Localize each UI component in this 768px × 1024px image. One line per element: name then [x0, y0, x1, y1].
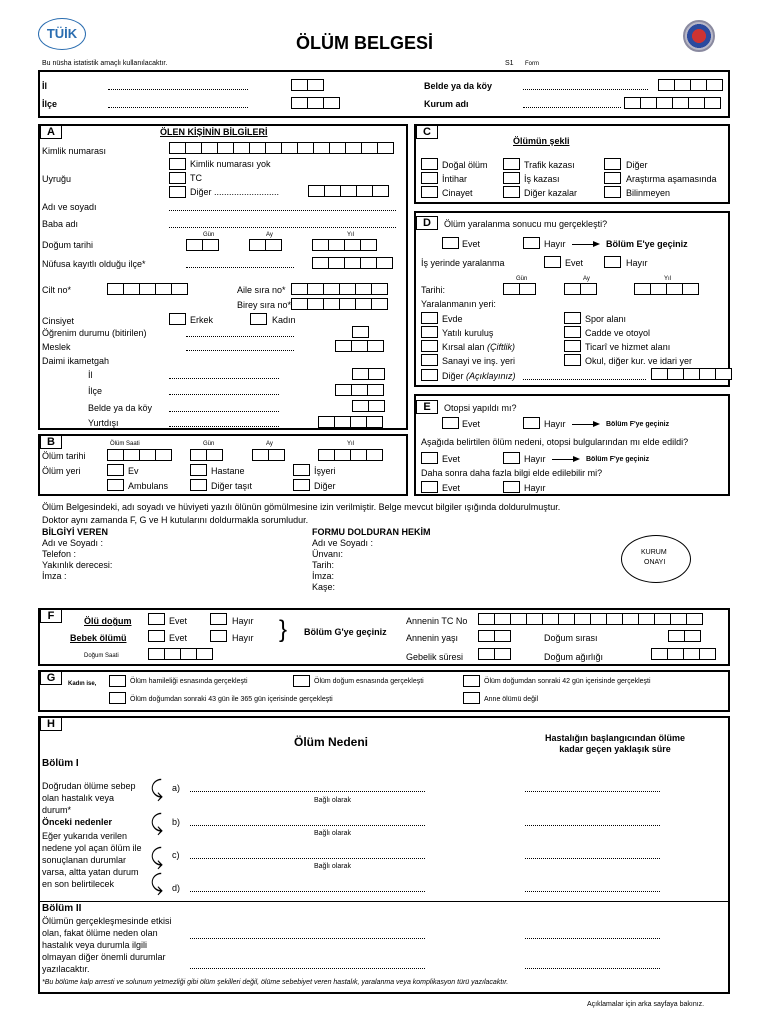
f2-hayir-label: Hayır	[232, 633, 254, 643]
evde-label: Evde	[442, 314, 463, 324]
ogrenim-code[interactable]	[352, 326, 369, 338]
bv-ad: Adı ve Soyadı :	[42, 538, 104, 548]
g2-checkbox[interactable]	[293, 675, 310, 687]
olum-gun-hdr: Gün	[203, 441, 215, 447]
baba-label: Baba adı	[42, 219, 79, 229]
yurtdisi-label: Yurtdışı	[88, 418, 119, 428]
cause-b-field[interactable]	[190, 825, 425, 826]
olum-tarihi-label: Ölüm tarihi	[42, 451, 86, 461]
section-h-letter: H	[40, 717, 62, 731]
bv-yakin: Yakınlık derecesi:	[42, 560, 113, 570]
section-a-title: ÖLEN KİŞİNİN BİLGİLERİ	[160, 127, 268, 137]
onceki-desc-5: en son belirtilecek	[42, 879, 115, 889]
olum-yil-grid[interactable]	[318, 449, 382, 461]
e-q3: Daha sonra daha fazla bilgi elde edilebilir mi?	[421, 468, 603, 478]
section-a-letter: A	[40, 125, 62, 139]
cause-b-label: b)	[172, 817, 181, 827]
onayi-text: ONAYI	[644, 559, 666, 566]
intihar-label: İntihar	[442, 174, 468, 184]
d-is-hayir-checkbox[interactable]	[604, 256, 621, 268]
birey-label: Birey sıra no*	[237, 300, 292, 310]
kimlik-yok-checkbox[interactable]	[169, 158, 186, 170]
b2-desc-1: Ölümün gerçekleşmesinde etkisi	[42, 916, 172, 926]
curved-arrow-icon: ⤹	[150, 810, 164, 835]
e1-hayir-checkbox[interactable]	[523, 417, 540, 429]
approval-text-2: Doktor aynı zamanda F, G ve H kutularını doldurmakla sorumludur.	[42, 515, 309, 525]
kimlik-grid[interactable]	[169, 142, 393, 154]
fh-imza: İmza:	[312, 571, 335, 581]
e2-evet-checkbox[interactable]	[421, 452, 438, 464]
g4-checkbox[interactable]	[109, 692, 126, 704]
bolum-1-title: Bölüm I	[42, 758, 79, 769]
cadde-label: Cadde ve otoyol	[585, 328, 651, 338]
e3-evet-label: Evet	[442, 483, 461, 493]
kimlik-yok-label: Kimlik numarası yok	[190, 159, 271, 169]
trafik-label: Trafik kazası	[524, 160, 575, 170]
diger-tasit-checkbox[interactable]	[190, 479, 207, 491]
aile-label: Aile sıra no*	[237, 285, 286, 295]
g5-label: Anne ölümü değil	[484, 696, 539, 703]
is-kazasi-label: İş kazası	[524, 174, 560, 184]
fh-ad: Adı ve Soyadı :	[312, 538, 374, 548]
gebelik-grid[interactable]	[478, 648, 510, 660]
kirsal-checkbox[interactable]	[421, 340, 438, 352]
olum-ay-grid[interactable]	[252, 449, 284, 461]
f1-evet-label: Evet	[169, 616, 188, 626]
isyeri-checkbox[interactable]	[293, 464, 310, 476]
d-hayir-checkbox[interactable]	[523, 237, 540, 249]
dogum-ay[interactable]	[249, 239, 281, 251]
b2-field-1[interactable]	[190, 938, 425, 939]
section-c-title: Ölümün şekli	[513, 136, 570, 146]
ev-label: Ev	[128, 466, 139, 476]
ogrenim-label: Öğrenim durumu (bitirilen)	[42, 328, 147, 338]
g2-label: Ölüm doğum esnasında gerçekleşti	[314, 678, 424, 685]
bagli-1: Bağlı olarak	[314, 797, 351, 804]
d-yil-grid[interactable]	[634, 283, 698, 295]
e3-hayir-label: Hayır	[524, 483, 546, 493]
cinayet-checkbox[interactable]	[421, 186, 438, 198]
uyruk-diger-label: Diğer ..........................	[190, 187, 280, 197]
spor-checkbox[interactable]	[564, 312, 581, 324]
dogal-checkbox[interactable]	[421, 158, 438, 170]
dogum-sirasi-label: Doğum sırası	[544, 633, 598, 643]
anne-tc-label: Annenin TC No	[406, 616, 468, 626]
olum-nedeni-title: Ölüm Nedeni	[294, 735, 369, 749]
kimlik-label: Kimlik numarası	[42, 146, 107, 156]
g3-checkbox[interactable]	[463, 675, 480, 687]
olum-yil-hdr: Yıl	[347, 441, 355, 447]
curved-arrow-icon: ⤹	[150, 776, 164, 801]
sure-header-1: Hastalığın başlangıcından ölüme	[544, 733, 686, 743]
sure-header-2: kadar geçen yaklaşık süre	[559, 744, 671, 754]
cause-a-field[interactable]	[190, 791, 425, 792]
section-e-letter: E	[416, 400, 438, 414]
section-d-letter: D	[416, 216, 438, 230]
dogum-agirligi-grid[interactable]	[651, 648, 715, 660]
d-evet-label: Evet	[462, 239, 481, 249]
f-goto: Bölüm G'ye geçiniz	[304, 627, 387, 637]
dogum-gun-hdr: Gün	[203, 232, 215, 238]
e3-evet-checkbox[interactable]	[421, 481, 438, 493]
h-divider	[40, 901, 728, 902]
d-evet-checkbox[interactable]	[442, 237, 459, 249]
g4-label: Ölüm doğumdan sonraki 43 gün ile 365 gün içerisinde gerçekleşti	[130, 696, 333, 703]
e2-hayir-label: Hayır	[524, 454, 546, 464]
dogrudan-2: olan hastalık veya	[42, 793, 115, 803]
olum-saati-hdr: Ölüm Saati	[110, 441, 140, 447]
ikamet-ilce-code[interactable]	[335, 384, 383, 396]
f1-hayir-label: Hayır	[232, 616, 254, 626]
belde-code[interactable]	[658, 79, 722, 91]
form-code: S1	[505, 60, 514, 67]
d-diger-code[interactable]	[651, 368, 731, 380]
onceki-desc-4: varsa, altta yatan durum	[42, 867, 139, 877]
d-ay-grid[interactable]	[564, 283, 596, 295]
olum-yeri-diger-checkbox[interactable]	[293, 479, 310, 491]
d-is-evet-label: Evet	[565, 258, 584, 268]
evde-checkbox[interactable]	[421, 312, 438, 324]
isyeri-label: İşyeri	[314, 466, 336, 476]
c-diger-label: Diğer	[626, 160, 648, 170]
okul-checkbox[interactable]	[564, 354, 581, 366]
f1-hayir-checkbox[interactable]	[210, 613, 227, 625]
sanayi-checkbox[interactable]	[421, 354, 438, 366]
okul-label: Okul, diğer kur. ve idari yer	[585, 356, 693, 366]
e2-hayir-checkbox[interactable]	[503, 452, 520, 464]
d-yil-hdr: Yıl	[664, 276, 672, 282]
ikamet-label: Daimi ikametgah	[42, 356, 110, 366]
page-title: ÖLÜM BELGESİ	[296, 33, 434, 53]
dogal-label: Doğal ölüm	[442, 160, 488, 170]
d-goto: Bölüm E'ye geçiniz	[606, 239, 688, 249]
e2-evet-label: Evet	[442, 454, 461, 464]
cause-c-label: c)	[172, 850, 180, 860]
b2-desc-2: olan, fakat ölüme neden olan	[42, 928, 158, 938]
dogum-label: Doğum tarihi	[42, 240, 94, 250]
yatili-label: Yatılı kuruluş	[442, 328, 494, 338]
nufus-label: Nüfusa kayıtlı olduğu ilçe*	[42, 259, 146, 269]
cilt-label: Cilt no*	[42, 285, 72, 295]
onceki-desc-3: sonuçlanan durumlar	[42, 855, 127, 865]
d-diger-checkbox[interactable]	[421, 369, 438, 381]
curved-arrow-icon: ⤹	[150, 870, 164, 895]
ilce-code[interactable]	[291, 97, 339, 109]
cause-c-field[interactable]	[190, 858, 425, 859]
cinsiyet-label: Cinsiyet	[42, 316, 75, 326]
hastane-checkbox[interactable]	[190, 464, 207, 476]
il-code[interactable]	[291, 79, 323, 91]
b2-field-2[interactable]	[190, 968, 425, 969]
hekim-title: FORMU DOLDURAN HEKİM	[312, 527, 431, 537]
dogum-saati-grid[interactable]	[148, 648, 212, 660]
il-label: İl	[42, 81, 48, 91]
uyruk-diger-checkbox[interactable]	[169, 186, 186, 198]
d-hayir-label: Hayır	[544, 239, 566, 249]
d-gun-grid[interactable]	[503, 283, 535, 295]
sanayi-label: Sanayi ve inş. yeri	[442, 356, 516, 366]
b2-desc-3: hastalık veya durumla ilgili	[42, 940, 148, 950]
d-arrow-icon	[572, 244, 594, 245]
bv-imza: İmza :	[42, 571, 67, 581]
trafik-checkbox[interactable]	[503, 158, 520, 170]
e1-hayir-label: Hayır	[544, 419, 566, 429]
belde-label: Belde ya da köy	[424, 81, 493, 91]
ikamet-il-code[interactable]	[352, 368, 384, 380]
section-g	[38, 670, 730, 712]
ticari-label: Ticarî ve hizmet alanı	[585, 342, 671, 352]
kurum-label: Kurum adı	[424, 99, 469, 109]
olum-ay-hdr: Ay	[266, 441, 273, 447]
f2-hayir-checkbox[interactable]	[210, 630, 227, 642]
bilinmeyen-label: Bilinmeyen	[626, 188, 671, 198]
dogum-yil-hdr: Yıl	[347, 232, 355, 238]
uyruk-label: Uyruğu	[42, 174, 72, 184]
dogum-saati-label: Doğum Saati	[84, 653, 119, 659]
olum-yeri-label: Ölüm yeri	[42, 466, 81, 476]
d-tarihi-label: Tarihi:	[421, 285, 446, 295]
is-kazasi-checkbox[interactable]	[503, 172, 520, 184]
kadin-ise-label: Kadın ise,	[68, 681, 97, 687]
cause-a-duration[interactable]	[525, 791, 660, 792]
dogum-ay-hdr: Ay	[266, 232, 273, 238]
dogum-yil[interactable]	[312, 239, 376, 251]
anne-tc-grid[interactable]	[478, 613, 702, 625]
f2-evet-label: Evet	[169, 633, 188, 643]
d-is-evet-checkbox[interactable]	[544, 256, 561, 268]
e1-evet-label: Evet	[462, 419, 481, 429]
approval-text-1: Ölüm Belgesindeki, adı soyadı ve hüviyeti yazılı ölünün gömülmesine izin verilmiştir. Belge mevcut bilgiler ışığında doldurulmuştur.	[42, 502, 561, 512]
erkek-checkbox[interactable]	[169, 313, 186, 325]
ikamet-il-label: İl	[88, 370, 93, 380]
olum-yeri-diger-label: Diğer	[314, 481, 336, 491]
cinayet-label: Cinayet	[442, 188, 473, 198]
onceki-desc-1: Eğer yukarıda verilen	[42, 831, 128, 841]
e1-goto: Bölüm F'ye geçiniz	[606, 421, 670, 428]
cause-d-field[interactable]	[190, 891, 425, 892]
cause-c-duration[interactable]	[525, 858, 660, 859]
olum-gun-grid[interactable]	[190, 449, 222, 461]
f2-evet-checkbox[interactable]	[148, 630, 165, 642]
kadin-checkbox[interactable]	[250, 313, 267, 325]
cause-b-duration[interactable]	[525, 825, 660, 826]
e-q2: Aşağıda belirtilen ölüm nedeni, otopsi bulgularından mı elde edildi?	[421, 437, 689, 447]
subtitle: Bu nüsha istatistik amaçlı kullanılacaktır.	[42, 60, 168, 67]
tc-label: TC	[190, 173, 202, 183]
location-box	[38, 70, 730, 118]
dogum-gun[interactable]	[186, 239, 218, 251]
ikamet-belde-code[interactable]	[352, 400, 384, 412]
b2-duration-2[interactable]	[525, 968, 660, 969]
ambulans-checkbox[interactable]	[107, 479, 124, 491]
erkek-label: Erkek	[190, 315, 214, 325]
arastirma-label: Araştırma aşamasında	[626, 174, 717, 184]
g5-checkbox[interactable]	[463, 692, 480, 704]
aile-grid[interactable]	[291, 283, 387, 295]
anne-yas-grid[interactable]	[478, 630, 510, 642]
dogum-sirasi-grid[interactable]	[668, 630, 700, 642]
ilce-label: İlçe	[42, 99, 58, 109]
fh-kase: Kaşe:	[312, 582, 336, 592]
section-f-letter: F	[40, 609, 62, 623]
section-b-letter: B	[40, 435, 62, 449]
brace-icon: }	[279, 616, 288, 643]
ad-label: Adı ve soyadı	[42, 202, 97, 212]
d-yeri-label: Yaralanmanın yeri:	[421, 299, 496, 309]
dogum-agirligi-label: Doğum ağırlığı	[544, 652, 604, 662]
tc-checkbox[interactable]	[169, 172, 186, 184]
bagli-2: Bağlı olarak	[314, 830, 351, 837]
bagli-3: Bağlı olarak	[314, 863, 351, 870]
meslek-code[interactable]	[335, 340, 383, 352]
footer-note: Açıklamalar için arka sayfaya bakınız.	[587, 1001, 705, 1008]
emblem-icon	[683, 20, 715, 52]
g1-label: Ölüm hamileliği esnasında gerçekleşti	[130, 678, 248, 685]
is-yeri-label: İş yerinde yaralanma	[421, 258, 505, 268]
fh-unvan: Ünvanı:	[312, 549, 344, 559]
curved-arrow-icon: ⤹	[150, 844, 164, 869]
kurum-text: KURUM	[641, 549, 667, 556]
ambulans-label: Ambulans	[128, 481, 169, 491]
cause-a-label: a)	[172, 783, 181, 793]
g1-checkbox[interactable]	[109, 675, 126, 687]
olum-saat-grid[interactable]	[107, 449, 171, 461]
kadin-label: Kadın	[272, 315, 296, 325]
arastirma-checkbox[interactable]	[604, 172, 621, 184]
bolum-2-title: Bölüm II	[42, 903, 82, 914]
e1-evet-checkbox[interactable]	[442, 417, 459, 429]
tuik-logo: TÜİK	[38, 18, 86, 50]
cause-d-duration[interactable]	[525, 891, 660, 892]
ikamet-belde-label: Belde ya da köy	[88, 403, 153, 413]
yurtdisi-code[interactable]	[318, 416, 382, 428]
d-diger-label: Diğer (Açıklayınız)	[442, 371, 516, 381]
b2-desc-5: yazılacaktır.	[42, 964, 90, 974]
cause-d-label: d)	[172, 883, 181, 893]
b2-duration-1[interactable]	[525, 938, 660, 939]
nufus-code[interactable]	[312, 257, 392, 269]
bv-tel: Telefon :	[42, 549, 77, 559]
d-is-hayir-label: Hayır	[626, 258, 648, 268]
section-g-letter: G	[40, 671, 62, 685]
bilinmeyen-checkbox[interactable]	[604, 186, 621, 198]
anne-yas-label: Annenin yaşı	[406, 633, 459, 643]
e-arrow-icon	[572, 424, 594, 425]
intihar-checkbox[interactable]	[421, 172, 438, 184]
e2-goto: Bölüm F'ye geçiniz	[586, 456, 650, 463]
cadde-checkbox[interactable]	[564, 326, 581, 338]
d-q1: Ölüm yaralanma sonucu mu gerçekleşti?	[444, 219, 608, 229]
birey-grid[interactable]	[291, 298, 387, 310]
onceki-desc-2: nedene yol açan ölüm ile	[42, 843, 142, 853]
uyruk-diger-code[interactable]	[308, 185, 388, 197]
g3-label: Ölüm doğumdan sonraki 42 gün içerisinde gerçekleşti	[484, 678, 651, 685]
fh-tarih: Tarih:	[312, 560, 335, 570]
onceki-nedenler-title: Önceki nedenler	[42, 817, 113, 827]
bebek-olumu-label: Bebek ölümü	[70, 633, 127, 643]
gebelik-label: Gebelik süresi	[406, 652, 464, 662]
e3-hayir-checkbox[interactable]	[503, 481, 520, 493]
yatili-checkbox[interactable]	[421, 326, 438, 338]
meslek-label: Meslek	[42, 342, 71, 352]
ev-checkbox[interactable]	[107, 464, 124, 476]
h-footnote: *Bu bölüme kalp arresti ve solunum yetmezliği gibi ölüm şekilleri değil, ölüme sebebiyet veren hastalık, yaralanma veya komplikasyon türü yazılacaktır.	[42, 979, 509, 986]
f1-evet-checkbox[interactable]	[148, 613, 165, 625]
c-diger-checkbox[interactable]	[604, 158, 621, 170]
cilt-grid[interactable]	[107, 283, 187, 295]
d-ay-hdr: Ay	[583, 276, 590, 282]
kirsal-label: Kırsal alan (Çiftlik)	[442, 342, 516, 352]
e2-arrow-icon	[552, 459, 574, 460]
section-c-letter: C	[416, 125, 438, 139]
form-word: Form	[525, 61, 539, 67]
olu-dogum-label: Ölü doğum	[84, 616, 132, 626]
diger-kazalar-checkbox[interactable]	[503, 186, 520, 198]
b2-desc-4: olmayan diğer önemli durumlar	[42, 952, 166, 962]
d-gun-hdr: Gün	[516, 276, 528, 282]
hastane-label: Hastane	[211, 466, 245, 476]
diger-kazalar-label: Diğer kazalar	[524, 188, 578, 198]
dogrudan-1: Doğrudan ölüme sebep	[42, 781, 136, 791]
kurum-code[interactable]	[624, 97, 720, 109]
spor-label: Spor alanı	[585, 314, 627, 324]
ikamet-ilce-label: İlçe	[88, 386, 103, 396]
bilgi-veren-title: BİLGİYİ VEREN	[42, 527, 109, 537]
e-q1: Otopsi yapıldı mı?	[444, 403, 517, 413]
diger-tasit-label: Diğer taşıt	[211, 481, 253, 491]
dogrudan-3: durum*	[42, 805, 72, 815]
ticari-checkbox[interactable]	[564, 340, 581, 352]
